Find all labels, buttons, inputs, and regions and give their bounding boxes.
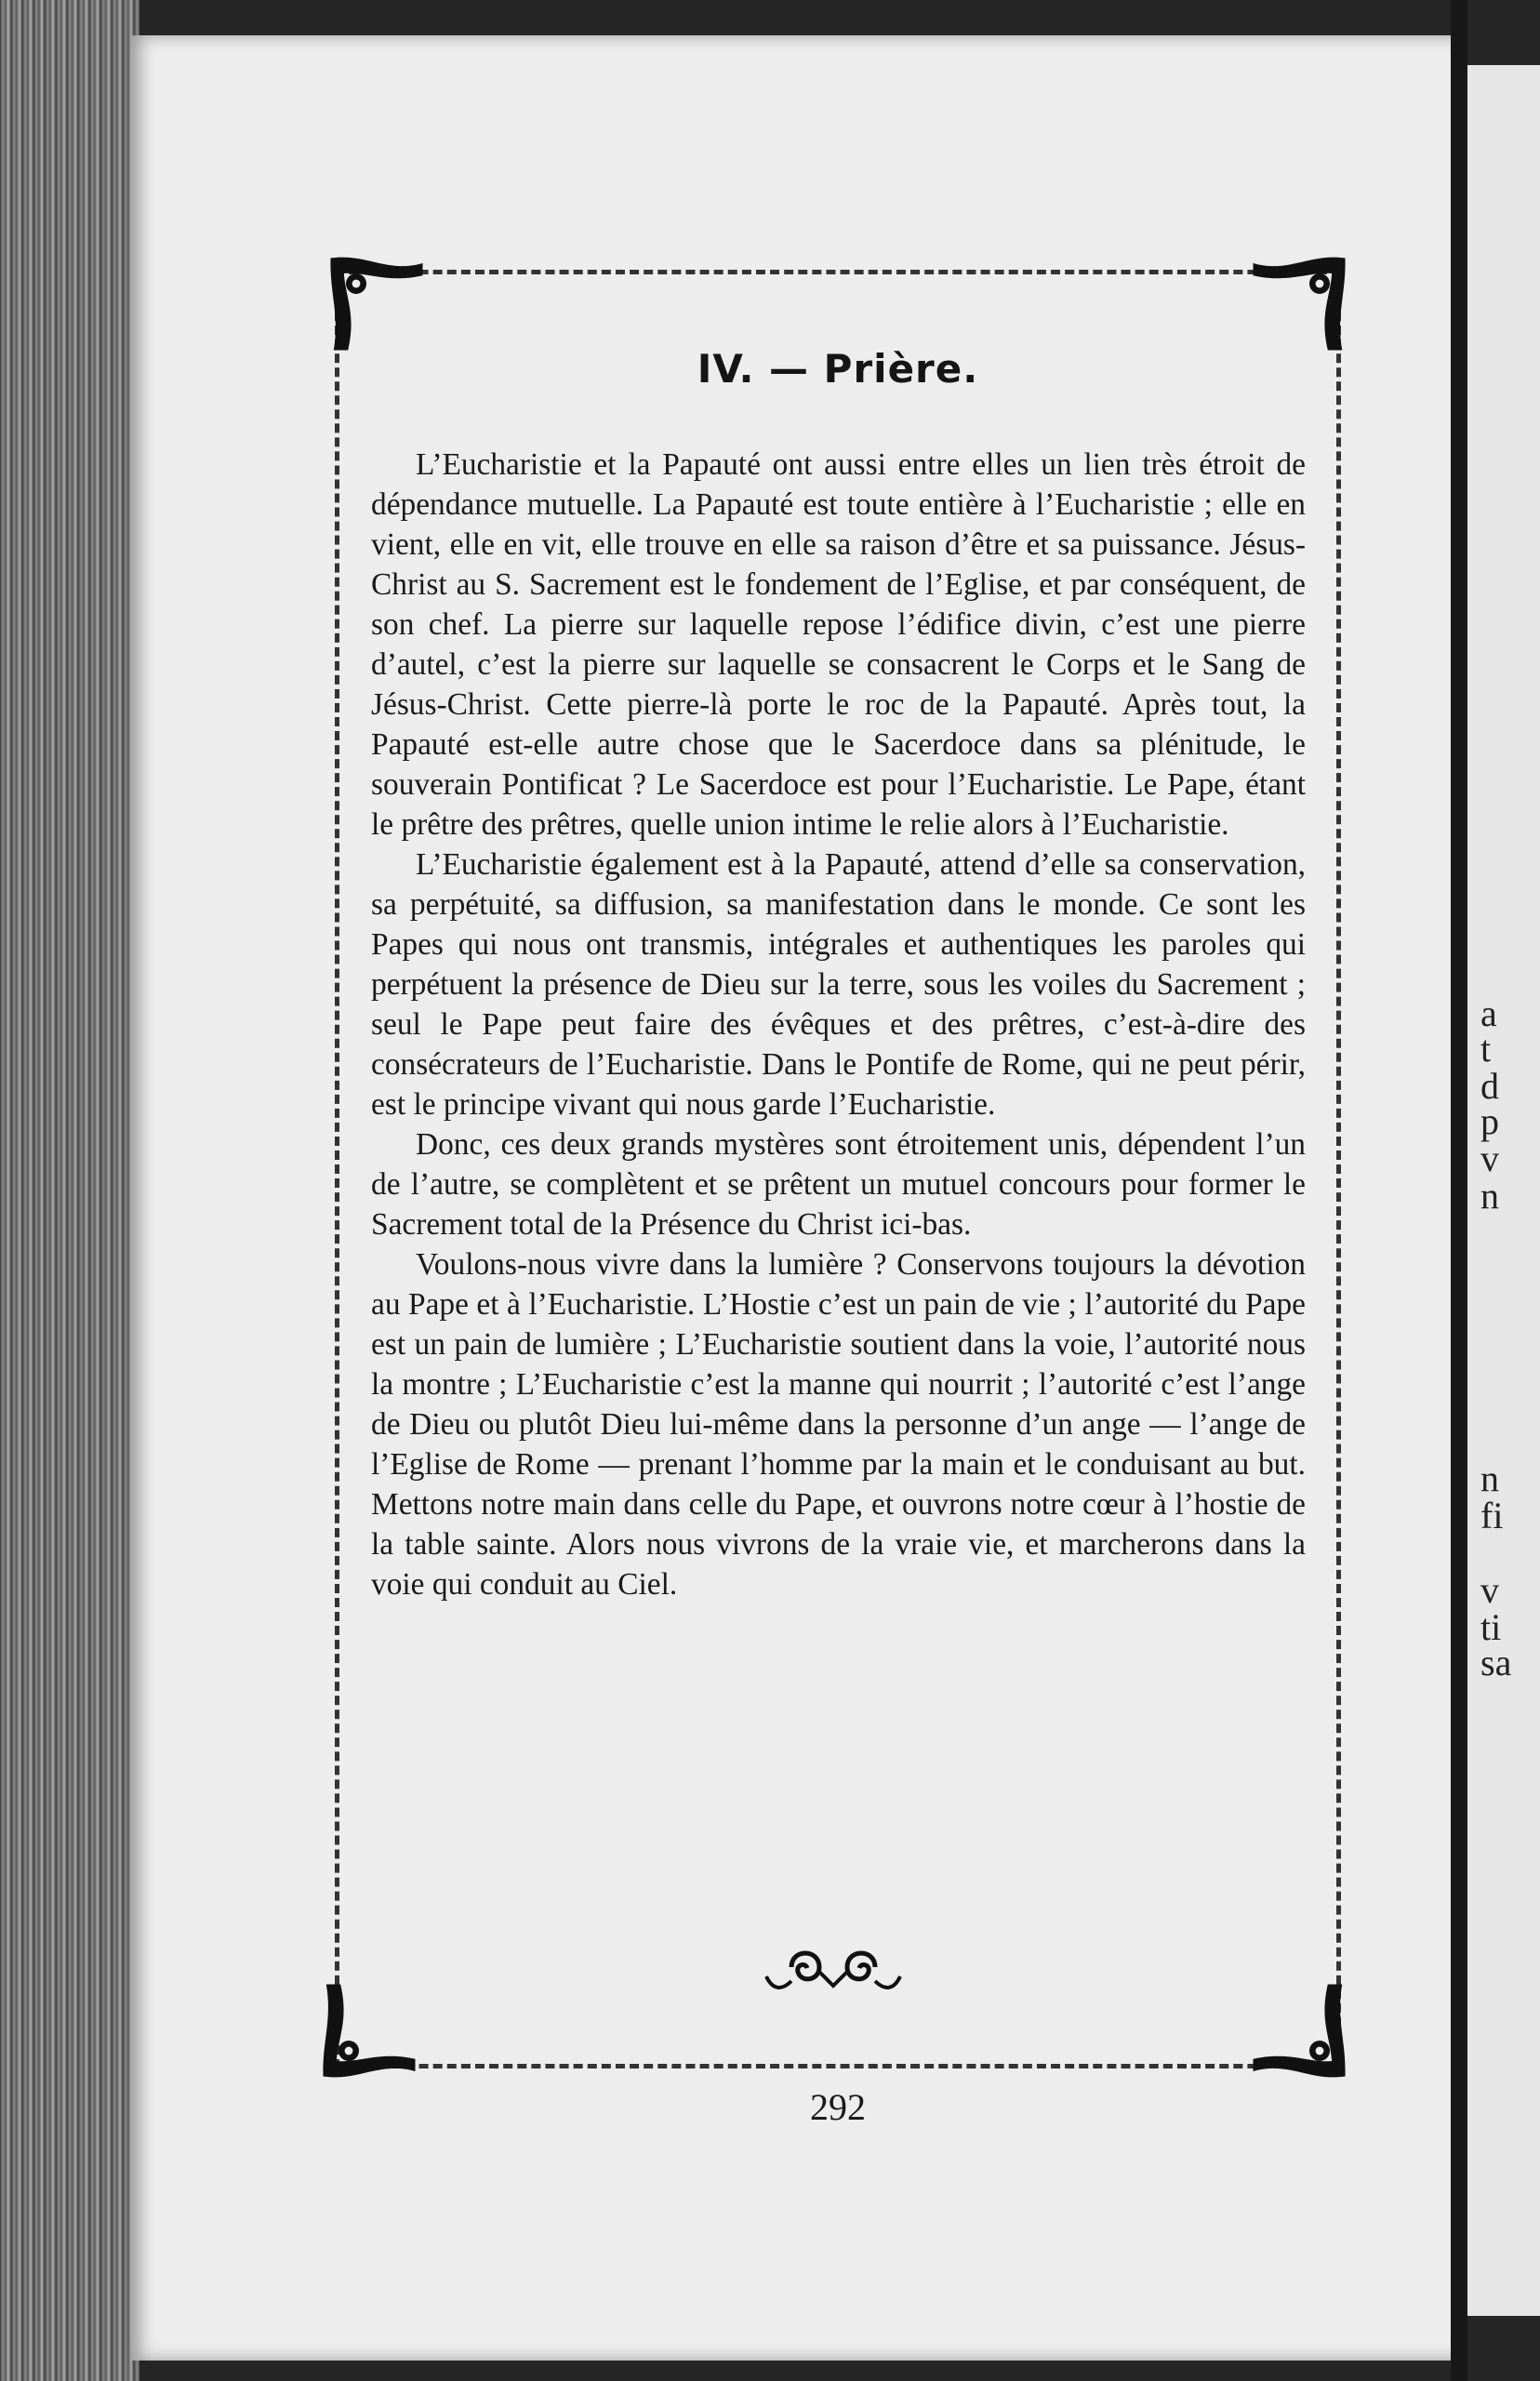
section-heading: IV. — Prière.: [697, 346, 979, 392]
adjacent-page-fragment: p: [1480, 1100, 1499, 1142]
corner-ornament-top-left-icon: [325, 253, 428, 355]
fleuron-ornament-icon: [750, 1935, 917, 2000]
body-text: [371, 445, 1306, 1604]
paragraph: L’Eucharistie également est à la Papauté, attend d’elle sa conservation, sa perpétuité, sa diffusion, sa manifestation dans le monde. Ce sont les Papes qui nous ont transmis, intégrales et authentiques les paroles qui perpétuent la présence de Dieu sur la terre, sous les voiles du Sacrement ; seul le Pape peut faire des évêques et des prêtres, c’est-à-dire des consécrateurs de l’Eucharistie. Dans le Pontife de Rome, qui ne peut périr, est le principe vivant qui nous garde l’Eucharistie.: [371, 847, 1306, 1122]
adjacent-page-fragment: n: [1480, 1175, 1499, 1217]
adjacent-page-fragment: sa: [1480, 1642, 1512, 1683]
adjacent-page-edge: [1467, 65, 1540, 2316]
page-number: 292: [810, 2086, 866, 2128]
adjacent-page-fragment: v: [1480, 1569, 1499, 1611]
paragraph: L’Eucharistie et la Papauté ont aussi entre elles un lien très étroit de dépendance mutuelle. La Papauté est toute entière à l’Eucharistie ; elle en vient, elle en vit, elle trouve en elle sa raison d’être et sa puissance. Jésus-Christ au S. Sacrement est le fondement de l’Eglise, et par conséquent, de son chef. La pierre sur laquelle repose l’édifice divin, c’est une pierre d’autel, c’est la pierre sur laquelle se consacrent le Corps et le Sang de Jésus-Christ. Cette pierre-là porte le roc de la Papauté. Après tout, la Papauté est-elle autre chose que le Sacerdoce dans sa plénitude, le souverain Pontificat ? Le Sacerdoce est pour l’Eucharistie. Le Pape, étant le prêtre des prêtres, quelle union intime le relie alors à l’Eucharistie.: [371, 447, 1306, 842]
adjacent-page-fragment: fi: [1480, 1495, 1504, 1536]
corner-ornament-top-right-icon: [1248, 253, 1350, 355]
adjacent-page-fragment: ti: [1480, 1606, 1502, 1648]
paragraph: Voulons-nous vivre dans la lumière ? Conservons toujours la dévotion au Pape et à l’Eucharistie. L’Hostie c’est un pain de vie ; l’autorité du Pape est un pain de lumière ; L’Eucharistie soutient dans la voie, l’autorité nous la montre ; L’Eucharistie c’est la manne qui nourrit ; l’autorité c’est l’ange de Dieu ou plutôt Dieu lui-même dans la personne d’un ange — l’ange de l’Eglise de Rome — prenant l’homme par la main et le conduisant au but. Mettons notre main dans celle du Pape, et ouvrons notre cœur à l’hostie de la table sainte. Alors nous vivrons de la vraie vie, et marcherons dans la voie qui conduit au Ciel.: [371, 1247, 1306, 1602]
adjacent-page-fragment: v: [1480, 1137, 1499, 1179]
paragraph: Donc, ces deux grands mystères sont étroitement unis, dépendent l’un de l’autre, se complètent et se prêtent un mutuel concours pour former le Sacrement total de la Présence du Christ ici-bas.: [371, 1127, 1306, 1242]
adjacent-page-fragment: n: [1480, 1457, 1499, 1499]
adjacent-page-fragment: t: [1480, 1028, 1492, 1070]
adjacent-page-fragment: a: [1480, 992, 1497, 1034]
corner-ornament-bottom-left-icon: [318, 1979, 420, 2082]
adjacent-page-fragment: d: [1480, 1065, 1499, 1107]
corner-ornament-bottom-right-icon: [1248, 1979, 1350, 2082]
book-page-edges: [0, 0, 139, 2381]
book-gutter: [1451, 0, 1467, 2381]
